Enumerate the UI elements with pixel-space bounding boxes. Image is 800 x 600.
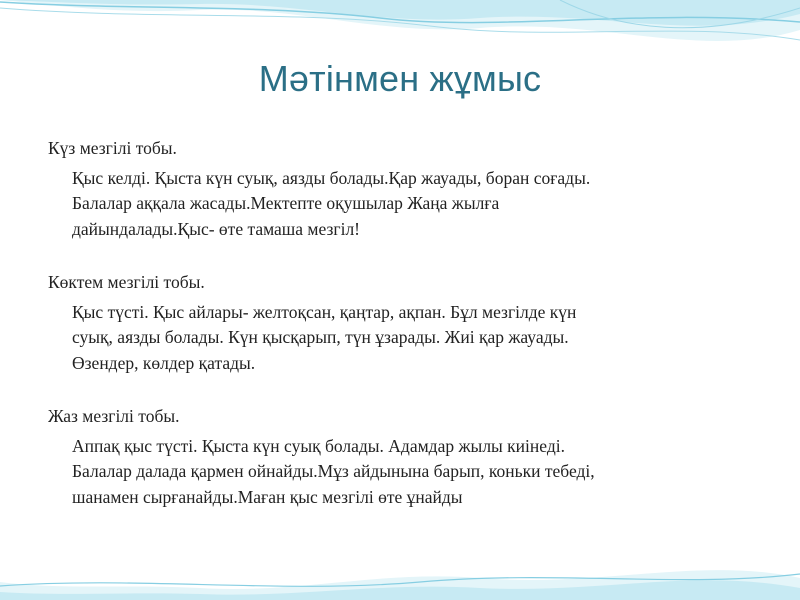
spacer <box>48 376 748 404</box>
section-spring-group <box>48 270 748 376</box>
section-heading: Көктем мезгілі тобы. <box>48 272 205 292</box>
slide-title: Мәтінмен жұмыс <box>258 58 542 99</box>
decorative-wave-bottom <box>0 548 800 600</box>
paragraph-line: Аппақ қыс түсті. Қыста күн суық болады. Адамдар жылы киінеді. <box>72 435 565 456</box>
section-paragraph <box>48 300 748 377</box>
paragraph-line: Қыс түсті. Қыс айлары- желтоқсан, қаңтар, ақпан. Бұл мезгілде күн <box>72 301 577 322</box>
section-heading: Жаз мезгілі тобы. <box>48 406 180 426</box>
text-body <box>48 136 748 510</box>
section-summer-group <box>48 404 748 510</box>
paragraph-line: шанамен сырғанайды.Маған қыс мезгілі өте ұнайды <box>72 486 463 507</box>
paragraph-line: суық, аязды болады. Күн қысқарып, түн ұзарады. Жиі қар жауады. <box>72 327 569 347</box>
paragraph-line: Өзендер, көлдер қатады. <box>72 352 256 373</box>
section-autumn-group <box>48 136 748 242</box>
paragraph-line: дайындалады.Қыс- өте тамаша мезгіл! <box>72 218 360 239</box>
section-heading: Күз мезгілі тобы. <box>48 138 177 158</box>
paragraph-line: Балалар далада қармен ойнайды.Мұз айдынына барып, коньки тебеді, <box>72 461 595 481</box>
section-paragraph <box>48 434 748 511</box>
spacer <box>48 242 748 270</box>
section-paragraph <box>48 166 748 243</box>
paragraph-line: Қыс келді. Қыста күн суық, аязды болады.Қар жауады, боран соғады. <box>72 167 591 188</box>
paragraph-line: Балалар аққала жасады.Мектепте оқушылар Жаңа жылға <box>72 193 500 213</box>
